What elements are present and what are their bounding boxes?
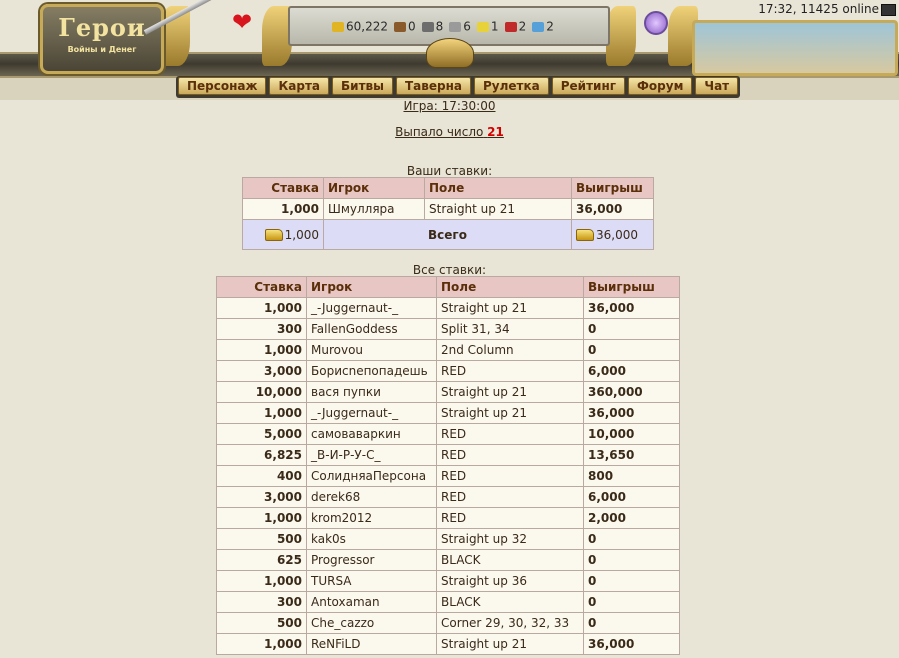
resource-item [394, 19, 416, 34]
your-bets-table [242, 177, 654, 250]
result-number: 21 [487, 125, 504, 139]
player-cell: Progressor [307, 550, 437, 571]
table-row [217, 298, 680, 319]
resource-item [477, 19, 499, 34]
bet-cell: 3,000 [217, 487, 307, 508]
bet-cell: 1,000 [217, 634, 307, 655]
result-link[interactable] [0, 125, 899, 139]
player-cell: вася пупки [307, 382, 437, 403]
nav-item[interactable]: Битвы [332, 77, 393, 95]
game-header [0, 0, 899, 100]
table-row [217, 403, 680, 424]
win-cell: 360,000 [584, 382, 680, 403]
table-row [217, 340, 680, 361]
bet-cell: 500 [217, 613, 307, 634]
bet-cell: 1,000 [217, 571, 307, 592]
bet-cell: 10,000 [217, 382, 307, 403]
bet-cell: 300 [217, 592, 307, 613]
win-cell: 0 [584, 319, 680, 340]
field-cell: Straight up 21 [437, 382, 584, 403]
nav-item[interactable]: Таверна [396, 77, 471, 95]
city-view-image[interactable] [692, 20, 898, 76]
resource-value: 8 [435, 19, 444, 34]
player-cell: Che_cazzo [307, 613, 437, 634]
resource-value: 2 [518, 19, 527, 34]
col-field-header: Поле [437, 277, 584, 298]
field-cell: Straight up 32 [437, 529, 584, 550]
table-row [217, 319, 680, 340]
total-bet-cell [243, 220, 324, 250]
wood-icon [394, 22, 406, 32]
win-cell: 36,000 [584, 634, 680, 655]
field-cell: Straight up 21 [437, 403, 584, 424]
nav-item[interactable]: Карта [269, 77, 329, 95]
win-cell: 0 [584, 592, 680, 613]
total-bet: 1,000 [284, 227, 319, 242]
player-cell: _-Juggernaut-_ [307, 298, 437, 319]
all-bets-header-row [217, 277, 680, 298]
mail-icon[interactable] [881, 4, 896, 16]
nav-item[interactable]: Рейтинг [552, 77, 625, 95]
field-cell: Straight up 21 [437, 634, 584, 655]
field-cell: RED [437, 445, 584, 466]
player-cell: Шмулляра [324, 199, 425, 220]
bet-cell: 400 [217, 466, 307, 487]
table-row [217, 382, 680, 403]
col-field-header: Поле [425, 178, 572, 199]
table-row [217, 592, 680, 613]
col-bet-header: Ставка [243, 178, 324, 199]
win-cell: 36,000 [572, 199, 654, 220]
col-player-header: Игрок [324, 178, 425, 199]
table-row [217, 529, 680, 550]
all-bets-table [216, 276, 680, 655]
table-row [217, 445, 680, 466]
win-cell: 0 [584, 340, 680, 361]
gold-icon [332, 22, 344, 32]
table-row [217, 466, 680, 487]
mercury-icon [449, 22, 461, 32]
win-cell: 10,000 [584, 424, 680, 445]
table-row [217, 571, 680, 592]
win-cell: 36,000 [584, 403, 680, 424]
win-cell: 0 [584, 550, 680, 571]
bet-cell: 1,000 [217, 340, 307, 361]
player-cell: самоваваркин [307, 424, 437, 445]
player-cell: Murovou [307, 340, 437, 361]
resource-item [449, 19, 471, 34]
main-nav [176, 76, 740, 98]
field-cell: Straight up 21 [437, 298, 584, 319]
field-cell: Straight up 21 [425, 199, 572, 220]
game-time-link[interactable]: Игра: 17:30:00 [403, 99, 496, 113]
field-cell: RED [437, 487, 584, 508]
table-row [217, 508, 680, 529]
resource-value: 60,222 [346, 19, 388, 34]
win-cell: 800 [584, 466, 680, 487]
bet-cell: 625 [217, 550, 307, 571]
field-cell: BLACK [437, 592, 584, 613]
bet-cell: 500 [217, 529, 307, 550]
resource-value: 0 [408, 19, 416, 34]
resource-item [332, 19, 388, 34]
col-player-header: Игрок [307, 277, 437, 298]
nav-item[interactable]: Рулетка [474, 77, 549, 95]
gold-icon [576, 229, 594, 241]
your-bets-total-row [243, 220, 654, 250]
win-cell: 6,000 [584, 361, 680, 382]
field-cell: 2nd Column [437, 340, 584, 361]
field-cell: BLACK [437, 550, 584, 571]
total-label: Всего [324, 220, 572, 250]
bet-cell: 1,000 [243, 199, 324, 220]
table-row [217, 550, 680, 571]
player-cell: derek68 [307, 487, 437, 508]
gems-icon [532, 22, 544, 32]
field-cell: Straight up 36 [437, 571, 584, 592]
resource-item [422, 19, 444, 34]
field-cell: RED [437, 466, 584, 487]
nav-item[interactable]: Чат [695, 77, 738, 95]
win-cell: 2,000 [584, 508, 680, 529]
player-cell: kak0s [307, 529, 437, 550]
your-bets-header-row [243, 178, 654, 199]
all-bets-caption: Все ставки: [412, 263, 487, 277]
player-cell: krom2012 [307, 508, 437, 529]
ore-icon [422, 22, 434, 32]
table-row [217, 613, 680, 634]
player-cell: СолидняаПерсона [307, 466, 437, 487]
player-cell: _-Juggernaut-_ [307, 403, 437, 424]
nav-item[interactable]: Форум [628, 77, 692, 95]
player-cell: _В-И-Р-У-С_ [307, 445, 437, 466]
bet-cell: 5,000 [217, 424, 307, 445]
table-row [217, 634, 680, 655]
emblem-icon [426, 38, 474, 68]
bet-cell: 6,825 [217, 445, 307, 466]
crystal-icon [505, 22, 517, 32]
resource-item [532, 19, 554, 34]
field-cell: RED [437, 508, 584, 529]
nav-item[interactable]: Персонаж [178, 77, 266, 95]
gold-ornament-mid-right [606, 6, 636, 66]
col-win-header: Выигрыш [584, 277, 680, 298]
win-cell: 0 [584, 613, 680, 634]
server-time-online: 17:32, 11425 online [758, 2, 879, 16]
table-row [217, 424, 680, 445]
win-cell: 36,000 [584, 298, 680, 319]
bet-cell: 300 [217, 319, 307, 340]
bet-cell: 1,000 [217, 508, 307, 529]
total-win-cell [572, 220, 654, 250]
game-logo[interactable] [40, 4, 164, 74]
bet-cell: 3,000 [217, 361, 307, 382]
field-cell: RED [437, 424, 584, 445]
player-cell: Борисnепопадешь [307, 361, 437, 382]
logo-title: Герои [58, 13, 146, 42]
total-win: 36,000 [596, 227, 638, 242]
field-cell: Split 31, 34 [437, 319, 584, 340]
player-cell: FallenGoddess [307, 319, 437, 340]
bet-cell: 1,000 [217, 298, 307, 319]
logo-subtitle: Войны и Денег [67, 45, 137, 54]
table-row [243, 199, 654, 220]
gold-icon [265, 229, 283, 241]
sulfur-icon [477, 22, 489, 32]
potion-icon[interactable] [644, 11, 668, 35]
field-cell: Corner 29, 30, 32, 33 [437, 613, 584, 634]
player-cell: TURSA [307, 571, 437, 592]
win-cell: 13,650 [584, 445, 680, 466]
win-cell: 6,000 [584, 487, 680, 508]
bet-cell: 1,000 [217, 403, 307, 424]
player-cell: Antoxaman [307, 592, 437, 613]
win-cell: 0 [584, 529, 680, 550]
field-cell: RED [437, 361, 584, 382]
table-row [217, 487, 680, 508]
table-row [217, 361, 680, 382]
resource-item [505, 19, 527, 34]
resource-value: 2 [546, 19, 554, 34]
result-prefix: Выпало число [395, 125, 484, 139]
heart-icon[interactable]: ❤ [232, 8, 253, 36]
your-bets-caption: Ваши ставки: [406, 164, 493, 178]
resource-value: 6 [463, 19, 471, 34]
col-win-header: Выигрыш [572, 178, 654, 199]
resources-row [332, 19, 560, 34]
win-cell: 0 [584, 571, 680, 592]
player-cell: ReNFiLD [307, 634, 437, 655]
col-bet-header: Ставка [217, 277, 307, 298]
resource-value: 1 [490, 19, 499, 34]
